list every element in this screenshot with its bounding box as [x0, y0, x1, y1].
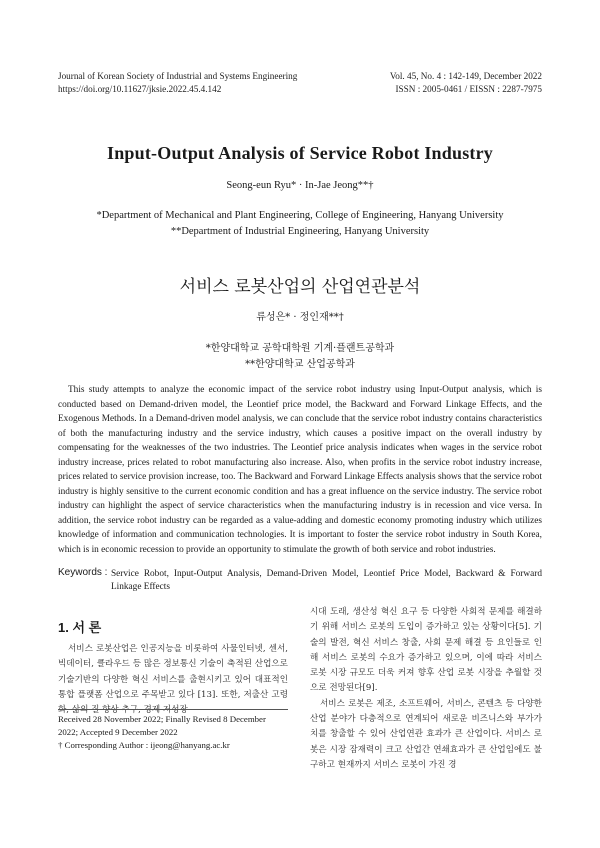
doi-link[interactable]: https://doi.org/10.11627/jksie.2022.45.4.142 [58, 84, 222, 94]
section-heading-introduction: 1. 서 론 [58, 620, 102, 635]
corresponding-author: † Corresponding Author : ijeong@hanyang.ac.kr [58, 740, 230, 751]
intro-paragraph-3: 서비스 로봇은 제조, 소프트웨어, 서비스, 콘텐츠 등 다양한 산업 분야가 다층적으로 연계되어 새로운 비즈니스와 부가가치를 창출할 수 있어 산업연관 효과가 큰 산업이다. 서비스 로봇은 시장 잠재력이 크고 산업간 연쇄효과가 큰 산업임에도 불구하고 현재까지 서비스 로봇이 가진 경 [310, 698, 542, 770]
abstract: This study attempts to analyze the economic impact of the service robot industry using Input-Output analysis, which is conducted based on Demand-driven model, the Leontief price model, the Backward and Forward Linkage Effects, and the Exogenous Methods. In a Demand-driven model analysis, we can conclude that the service robot industry contains characteristics of both the manufacturing industry and the service industry, which causes a positive impact on the overall industry by compensating for the weaknesses of the two industries. The Leontief price analysis indicates when wages in the service robot industry increase, prices related to robot manufacturing also increase. Also, when profits in the service robot industry increase, prices related to service provision increase, too. The Backward and Forward Linkage Effects analysis shows that the service robot industry is highly sensitive to the current economic condition and has a great influence on the service industry. The service robot industry can highlight the aspect of service characteristics when the manufacturing industry is in recession and vice versa. In addition, the service robot industry can be regarded as a value-adding and domestic economy promoting industry which utilizes knowledge of information and communication technologies. It is important to foster the service robot industry in South Korea, which is in economic recession to provide an opportunity to stimulate the growth of both service and robot industries. [58, 385, 542, 555]
affiliation-english-1: *Department of Mechanical and Plant Engineering, College of Engineering, Hanyang University [96, 210, 504, 221]
intro-paragraph-1: 서비스 로봇산업은 인공지능을 비롯하여 사물인터넷, 센서, 빅데이터, 클라우드 등 많은 정보통신 기술이 축적된 산업으로 기술기반의 다양한 혁신 서비스를 출현시키고 있어 대표적인 통합 플랫폼 산업으로 주목받고 있다 [13]. 또한, 저출산 고령화, 삶의 질 향상 추구, 경제 저성장 [58, 644, 288, 716]
keywords-label: Keywords : [58, 567, 108, 578]
received-dates: Received 28 November 2022; Finally Revised 8 December 2022; Accepted 9 December 2022 [58, 714, 266, 738]
footnotes [58, 713, 288, 753]
journal-name: Journal of Korean Society of Industrial and Systems Engineering [58, 71, 298, 81]
intro-paragraph-2-continued: 시대 도래, 생산성 혁신 요구 등 다양한 사회적 문제를 해결하기 위해 서비스 로봇의 도입이 증가하고 있는 상황이다[5]. 기술의 발전, 혁신 서비스 창출, 사회 문제 해결 등 요인들로 인해 서비스 로봇의 수요가 증가하고 있으며, 이에 따라 서비스 로봇 시장 규모도 더욱 커져 향후 산업 로봇 시장을 추월할 것으로 전망된다[9]. [310, 607, 542, 694]
paper-title-english: Input-Output Analysis of Service Robot Industry [107, 143, 493, 163]
affiliation-english-2: **Department of Industrial Engineering, Hanyang University [170, 226, 430, 237]
right-column [310, 605, 542, 773]
issn-info: ISSN : 2005-0461 / EISSN : 2287-7975 [395, 84, 542, 94]
keywords-list: Service Robot, Input-Output Analysis, Demand-Driven Model, Leontief Price Model, Backward & Forward Linkage Effects [111, 569, 542, 592]
volume-info: Vol. 45, No. 4 : 142-149, December 2022 [389, 71, 542, 81]
authors-korean: 류성은* · 정인재**† [256, 312, 344, 323]
paper-title-korean: 서비스 로봇산업의 산업연관분석 [179, 277, 421, 297]
authors-english: Seong-eun Ryu* · In-Jae Jeong**† [226, 180, 374, 191]
footnote-divider [58, 709, 288, 710]
left-column [58, 642, 288, 718]
affiliation-korean-1: *한양대학교 공학대학원 기계·플랜트공학과 [205, 343, 395, 354]
affiliation-korean-2: **한양대학교 산업공학과 [245, 359, 355, 370]
